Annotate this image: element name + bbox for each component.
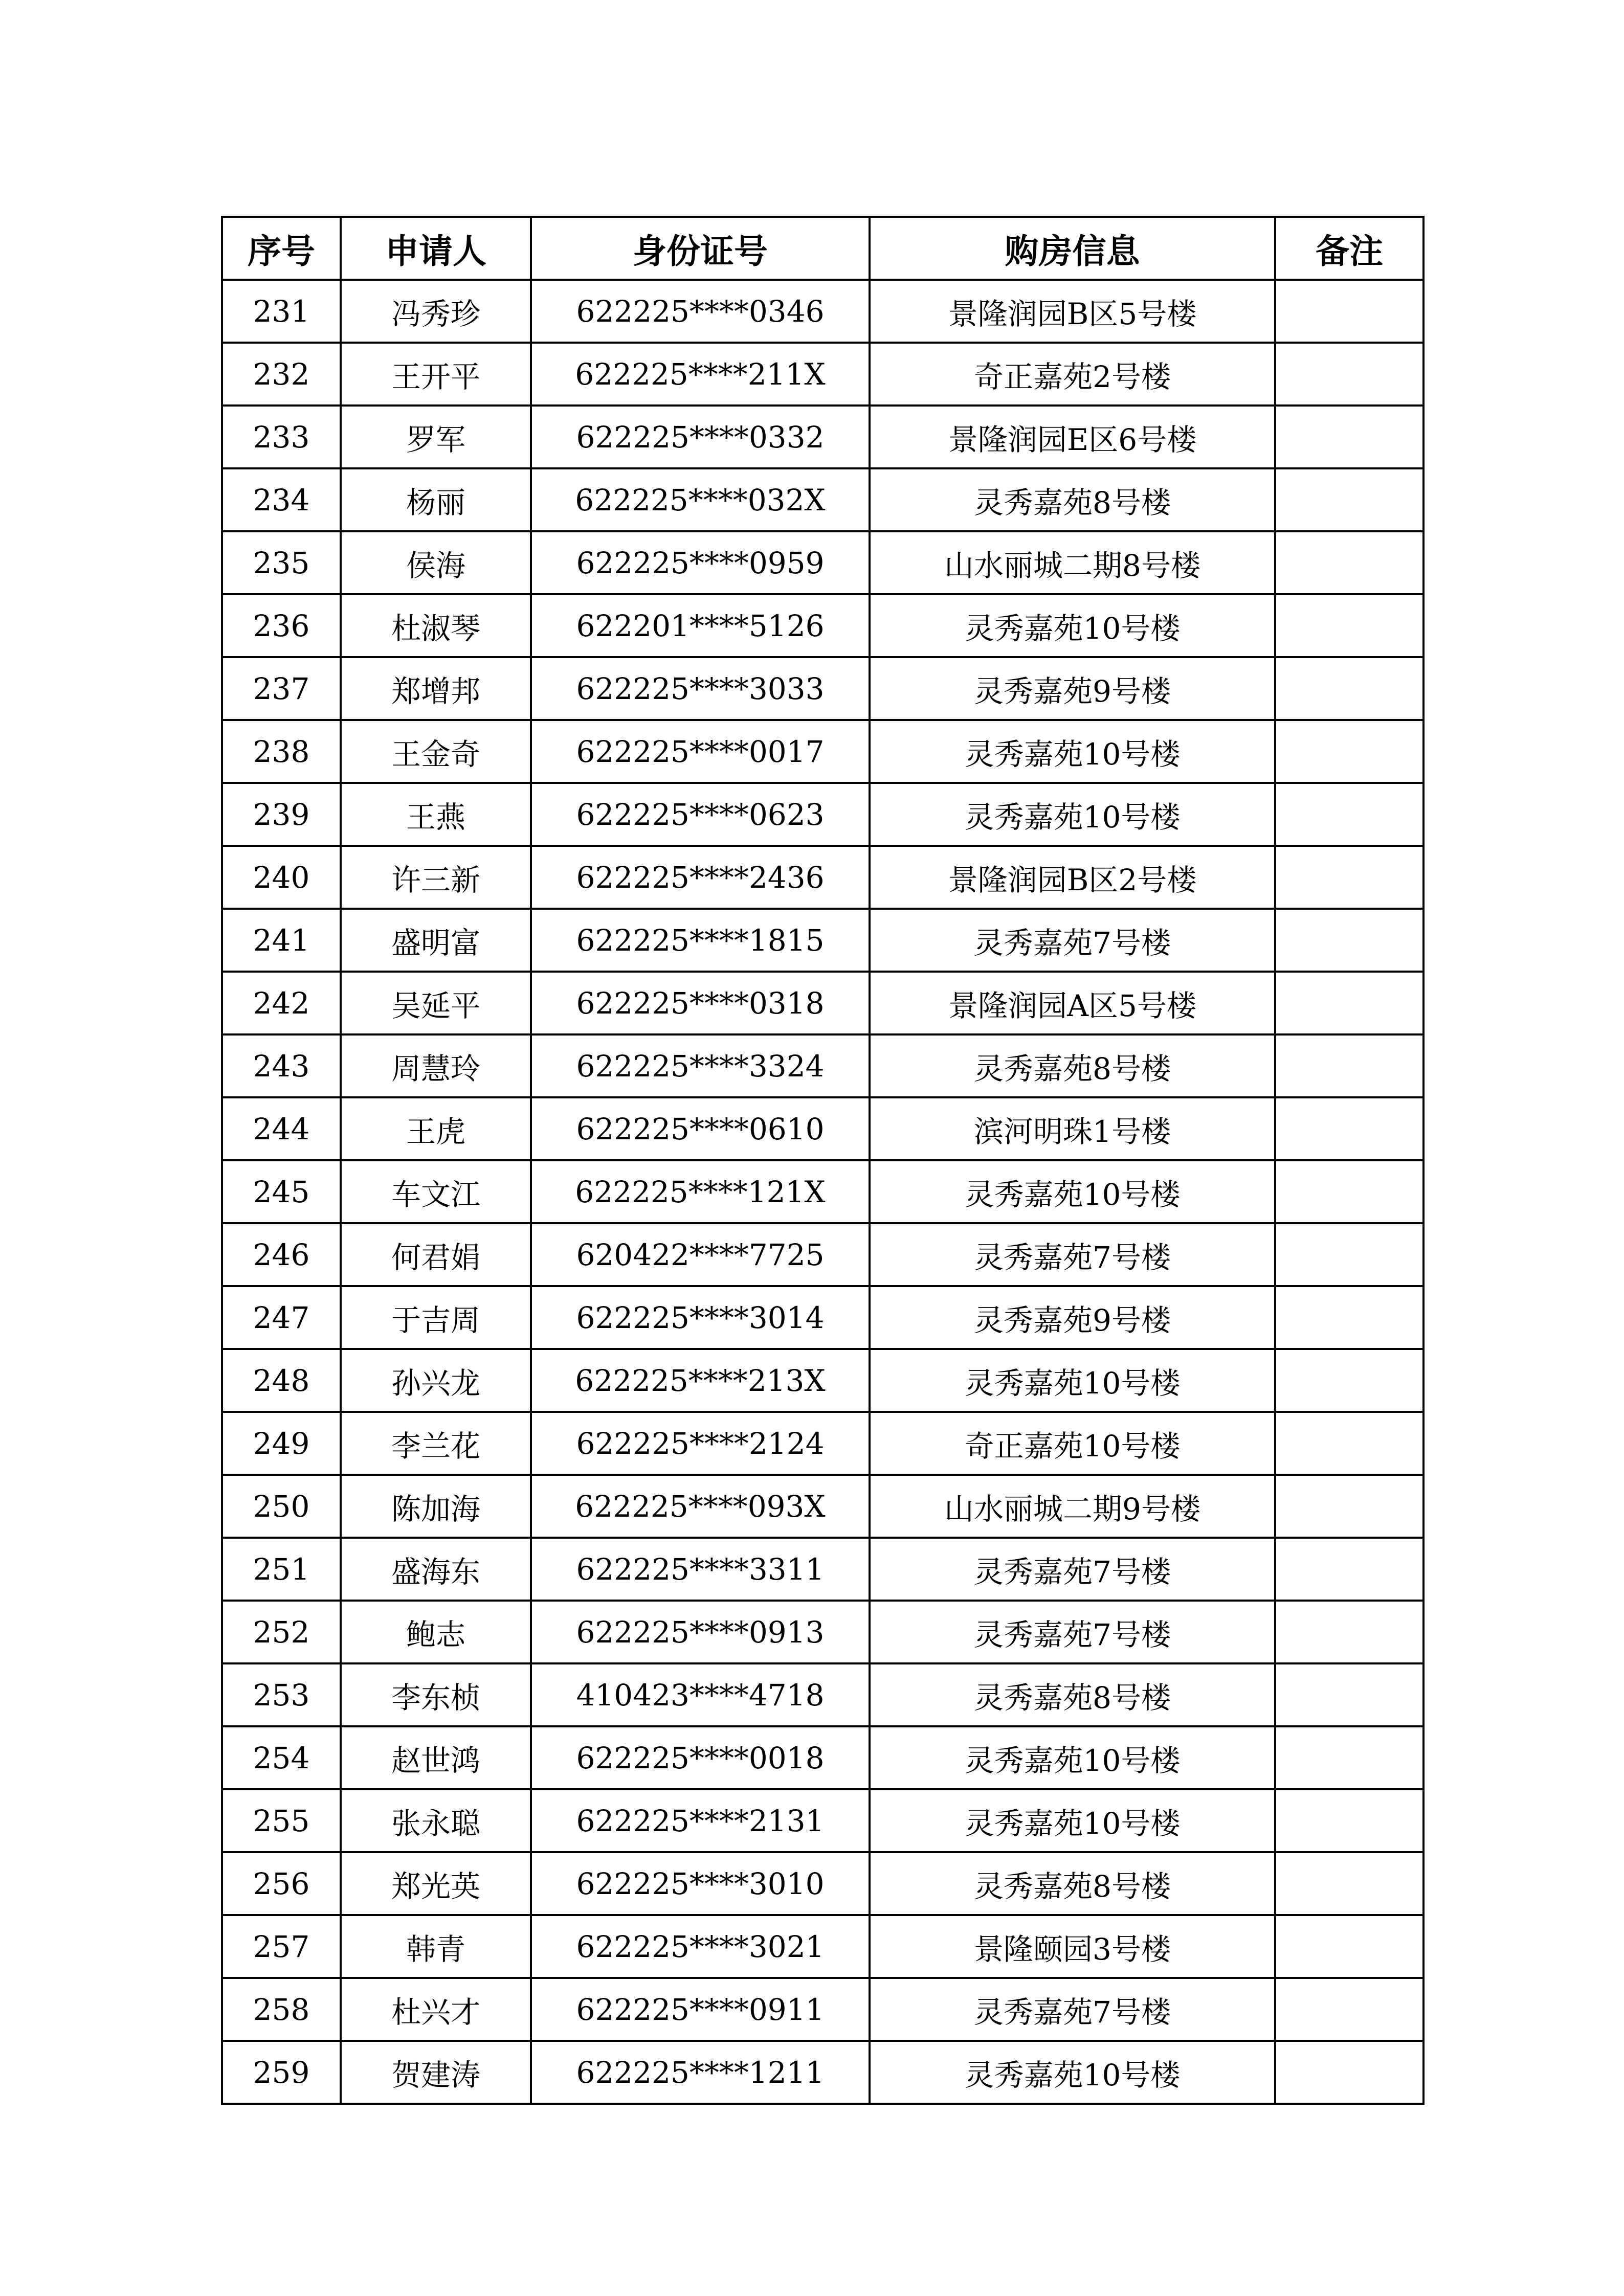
cell-seq: 234 — [222, 468, 341, 531]
cell-applicant: 杨丽 — [341, 468, 531, 531]
cell-purchase-info: 灵秀嘉苑7号楼 — [870, 1978, 1275, 2041]
cell-applicant: 车文江 — [341, 1160, 531, 1223]
cell-seq: 243 — [222, 1034, 341, 1097]
table-row — [222, 280, 1423, 343]
cell-purchase-info: 灵秀嘉苑7号楼 — [870, 1223, 1275, 1286]
header-remarks: 备注 — [1275, 217, 1423, 280]
cell-remarks — [1275, 720, 1423, 783]
cell-seq: 250 — [222, 1475, 341, 1538]
table-row — [222, 720, 1423, 783]
cell-seq: 251 — [222, 1538, 341, 1601]
cell-seq: 245 — [222, 1160, 341, 1223]
cell-applicant: 盛海东 — [341, 1538, 531, 1601]
cell-purchase-info: 灵秀嘉苑10号楼 — [870, 720, 1275, 783]
cell-seq: 238 — [222, 720, 341, 783]
cell-id-number: 620422****7725 — [531, 1223, 870, 1286]
cell-remarks — [1275, 531, 1423, 594]
cell-remarks — [1275, 909, 1423, 972]
cell-remarks — [1275, 468, 1423, 531]
cell-purchase-info: 景隆颐园3号楼 — [870, 1915, 1275, 1978]
table-row — [222, 1726, 1423, 1789]
table-row — [222, 1034, 1423, 1097]
cell-applicant: 鲍志 — [341, 1601, 531, 1663]
cell-id-number: 410423****4718 — [531, 1663, 870, 1726]
cell-applicant: 于吉周 — [341, 1286, 531, 1349]
cell-id-number: 622225****0623 — [531, 783, 870, 846]
cell-applicant: 王虎 — [341, 1097, 531, 1160]
cell-id-number: 622225****0913 — [531, 1601, 870, 1663]
cell-purchase-info: 景隆润园A区5号楼 — [870, 972, 1275, 1034]
cell-seq: 232 — [222, 343, 341, 406]
table-row — [222, 1789, 1423, 1852]
cell-applicant: 李东桢 — [341, 1663, 531, 1726]
cell-remarks — [1275, 972, 1423, 1034]
cell-remarks — [1275, 280, 1423, 343]
cell-remarks — [1275, 1915, 1423, 1978]
cell-purchase-info: 灵秀嘉苑7号楼 — [870, 909, 1275, 972]
cell-id-number: 622225****211X — [531, 343, 870, 406]
table-row — [222, 1538, 1423, 1601]
header-applicant: 申请人 — [341, 217, 531, 280]
cell-purchase-info: 灵秀嘉苑8号楼 — [870, 468, 1275, 531]
table-row — [222, 1475, 1423, 1538]
table-row — [222, 531, 1423, 594]
cell-applicant: 周慧玲 — [341, 1034, 531, 1097]
cell-purchase-info: 灵秀嘉苑10号楼 — [870, 783, 1275, 846]
cell-remarks — [1275, 1349, 1423, 1412]
cell-purchase-info: 灵秀嘉苑7号楼 — [870, 1601, 1275, 1663]
cell-applicant: 罗军 — [341, 406, 531, 468]
cell-applicant: 郑增邦 — [341, 657, 531, 720]
table-header-row — [222, 217, 1423, 280]
cell-seq: 256 — [222, 1852, 341, 1915]
cell-seq: 241 — [222, 909, 341, 972]
cell-purchase-info: 灵秀嘉苑9号楼 — [870, 1286, 1275, 1349]
table-row — [222, 1915, 1423, 1978]
table-row — [222, 846, 1423, 909]
cell-id-number: 622225****0610 — [531, 1097, 870, 1160]
table-row — [222, 1852, 1423, 1915]
cell-id-number: 622225****3014 — [531, 1286, 870, 1349]
cell-purchase-info: 山水丽城二期9号楼 — [870, 1475, 1275, 1538]
cell-seq: 247 — [222, 1286, 341, 1349]
cell-seq: 231 — [222, 280, 341, 343]
cell-purchase-info: 奇正嘉苑10号楼 — [870, 1412, 1275, 1475]
table-row — [222, 1160, 1423, 1223]
cell-id-number: 622225****0318 — [531, 972, 870, 1034]
cell-remarks — [1275, 1034, 1423, 1097]
cell-remarks — [1275, 1601, 1423, 1663]
cell-seq: 236 — [222, 594, 341, 657]
cell-applicant: 冯秀珍 — [341, 280, 531, 343]
cell-remarks — [1275, 1097, 1423, 1160]
cell-seq: 242 — [222, 972, 341, 1034]
table-row — [222, 1412, 1423, 1475]
cell-id-number: 622225****0017 — [531, 720, 870, 783]
cell-applicant: 何君娟 — [341, 1223, 531, 1286]
table-row — [222, 783, 1423, 846]
cell-remarks — [1275, 1475, 1423, 1538]
cell-id-number: 622201****5126 — [531, 594, 870, 657]
cell-applicant: 盛明富 — [341, 909, 531, 972]
cell-purchase-info: 山水丽城二期8号楼 — [870, 531, 1275, 594]
cell-purchase-info: 灵秀嘉苑10号楼 — [870, 2041, 1275, 2104]
cell-applicant: 张永聪 — [341, 1789, 531, 1852]
table-row — [222, 1097, 1423, 1160]
cell-seq: 248 — [222, 1349, 341, 1412]
cell-id-number: 622225****3021 — [531, 1915, 870, 1978]
header-purchase-info: 购房信息 — [870, 217, 1275, 280]
cell-purchase-info: 奇正嘉苑2号楼 — [870, 343, 1275, 406]
cell-id-number: 622225****0911 — [531, 1978, 870, 2041]
cell-seq: 259 — [222, 2041, 341, 2104]
cell-remarks — [1275, 1663, 1423, 1726]
cell-remarks — [1275, 343, 1423, 406]
cell-seq: 237 — [222, 657, 341, 720]
table-row — [222, 406, 1423, 468]
cell-applicant: 孙兴龙 — [341, 1349, 531, 1412]
table-row — [222, 594, 1423, 657]
cell-applicant: 侯海 — [341, 531, 531, 594]
table-row — [222, 343, 1423, 406]
cell-seq: 254 — [222, 1726, 341, 1789]
cell-purchase-info: 景隆润园B区5号楼 — [870, 280, 1275, 343]
cell-purchase-info: 景隆润园B区2号楼 — [870, 846, 1275, 909]
cell-id-number: 622225****1211 — [531, 2041, 870, 2104]
cell-purchase-info: 灵秀嘉苑10号楼 — [870, 1726, 1275, 1789]
cell-remarks — [1275, 783, 1423, 846]
cell-applicant: 王金奇 — [341, 720, 531, 783]
cell-applicant: 吴延平 — [341, 972, 531, 1034]
cell-id-number: 622225****2131 — [531, 1789, 870, 1852]
table-body — [222, 280, 1423, 2104]
cell-remarks — [1275, 1538, 1423, 1601]
cell-purchase-info: 灵秀嘉苑7号楼 — [870, 1538, 1275, 1601]
table-row — [222, 657, 1423, 720]
cell-id-number: 622225****0346 — [531, 280, 870, 343]
cell-purchase-info: 灵秀嘉苑10号楼 — [870, 594, 1275, 657]
table-row — [222, 1978, 1423, 2041]
cell-purchase-info: 灵秀嘉苑10号楼 — [870, 1160, 1275, 1223]
cell-applicant: 杜兴才 — [341, 1978, 531, 2041]
cell-remarks — [1275, 846, 1423, 909]
cell-remarks — [1275, 657, 1423, 720]
cell-seq: 257 — [222, 1915, 341, 1978]
table-row — [222, 2041, 1423, 2104]
table-row — [222, 972, 1423, 1034]
cell-id-number: 622225****0959 — [531, 531, 870, 594]
cell-remarks — [1275, 1223, 1423, 1286]
table-row — [222, 1286, 1423, 1349]
cell-applicant: 许三新 — [341, 846, 531, 909]
cell-remarks — [1275, 1978, 1423, 2041]
cell-id-number: 622225****3010 — [531, 1852, 870, 1915]
cell-id-number: 622225****1815 — [531, 909, 870, 972]
cell-seq: 239 — [222, 783, 341, 846]
cell-remarks — [1275, 1412, 1423, 1475]
table-row — [222, 1601, 1423, 1663]
header-id-number: 身份证号 — [531, 217, 870, 280]
cell-purchase-info: 灵秀嘉苑9号楼 — [870, 657, 1275, 720]
cell-id-number: 622225****032X — [531, 468, 870, 531]
cell-applicant: 陈加海 — [341, 1475, 531, 1538]
cell-id-number: 622225****093X — [531, 1475, 870, 1538]
table-row — [222, 1663, 1423, 1726]
cell-id-number: 622225****2436 — [531, 846, 870, 909]
cell-id-number: 622225****2124 — [531, 1412, 870, 1475]
cell-applicant: 韩青 — [341, 1915, 531, 1978]
cell-applicant: 赵世鸿 — [341, 1726, 531, 1789]
cell-seq: 235 — [222, 531, 341, 594]
table-row — [222, 468, 1423, 531]
cell-remarks — [1275, 1726, 1423, 1789]
header-seq: 序号 — [222, 217, 341, 280]
cell-id-number: 622225****3324 — [531, 1034, 870, 1097]
cell-remarks — [1275, 1286, 1423, 1349]
cell-id-number: 622225****0018 — [531, 1726, 870, 1789]
cell-purchase-info: 灵秀嘉苑10号楼 — [870, 1349, 1275, 1412]
table-row — [222, 909, 1423, 972]
cell-seq: 255 — [222, 1789, 341, 1852]
cell-id-number: 622225****3033 — [531, 657, 870, 720]
cell-remarks — [1275, 406, 1423, 468]
cell-purchase-info: 灵秀嘉苑8号楼 — [870, 1663, 1275, 1726]
cell-id-number: 622225****213X — [531, 1349, 870, 1412]
cell-id-number: 622225****3311 — [531, 1538, 870, 1601]
cell-id-number: 622225****121X — [531, 1160, 870, 1223]
cell-seq: 258 — [222, 1978, 341, 2041]
cell-purchase-info: 景隆润园E区6号楼 — [870, 406, 1275, 468]
cell-purchase-info: 灵秀嘉苑10号楼 — [870, 1789, 1275, 1852]
applicant-table — [221, 216, 1425, 2105]
cell-purchase-info: 灵秀嘉苑8号楼 — [870, 1034, 1275, 1097]
cell-applicant: 贺建涛 — [341, 2041, 531, 2104]
cell-seq: 240 — [222, 846, 341, 909]
cell-applicant: 李兰花 — [341, 1412, 531, 1475]
cell-purchase-info: 灵秀嘉苑8号楼 — [870, 1852, 1275, 1915]
cell-purchase-info: 滨河明珠1号楼 — [870, 1097, 1275, 1160]
cell-remarks — [1275, 1789, 1423, 1852]
cell-remarks — [1275, 1160, 1423, 1223]
cell-applicant: 王燕 — [341, 783, 531, 846]
cell-seq: 246 — [222, 1223, 341, 1286]
cell-remarks — [1275, 594, 1423, 657]
cell-remarks — [1275, 2041, 1423, 2104]
cell-id-number: 622225****0332 — [531, 406, 870, 468]
cell-seq: 252 — [222, 1601, 341, 1663]
table-row — [222, 1223, 1423, 1286]
cell-applicant: 王开平 — [341, 343, 531, 406]
table-row — [222, 1349, 1423, 1412]
cell-applicant: 杜淑琴 — [341, 594, 531, 657]
cell-remarks — [1275, 1852, 1423, 1915]
cell-seq: 233 — [222, 406, 341, 468]
cell-seq: 253 — [222, 1663, 341, 1726]
cell-applicant: 郑光英 — [341, 1852, 531, 1915]
cell-seq: 249 — [222, 1412, 341, 1475]
cell-seq: 244 — [222, 1097, 341, 1160]
